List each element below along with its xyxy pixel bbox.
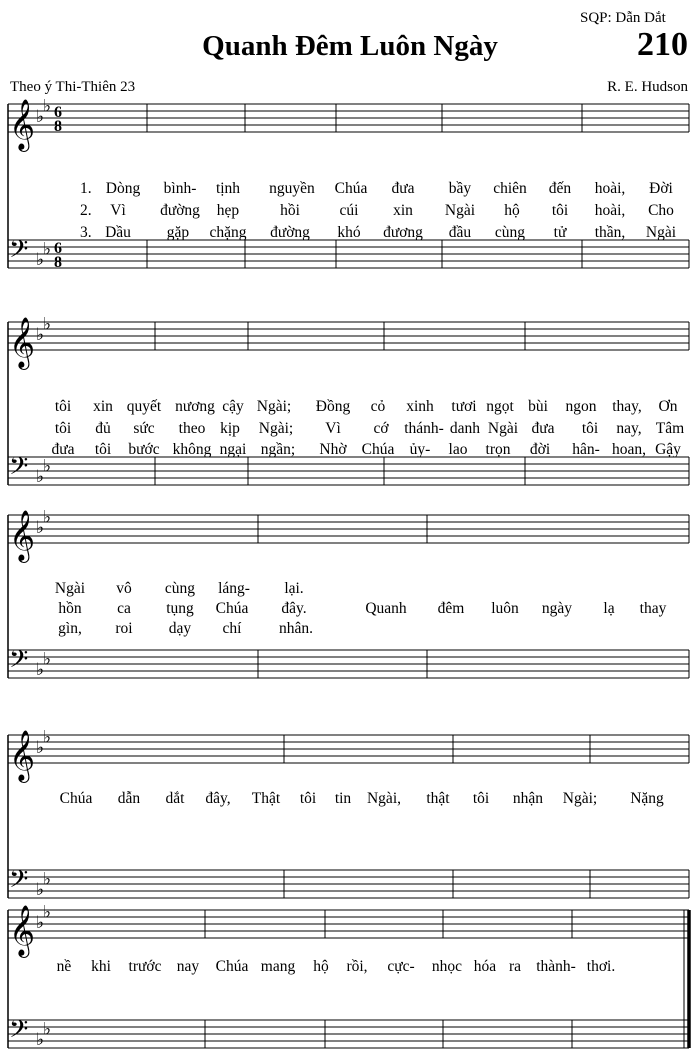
lyric-syllable: chặng [209, 224, 247, 241]
flat-icon: ♭ [36, 107, 45, 127]
flat-icon: ♭ [43, 902, 52, 923]
lyric-syllable: danh [449, 420, 481, 437]
lyric-syllable: đêm [437, 600, 465, 617]
lyric-syllable: ngon [565, 398, 597, 415]
lyric-syllable: Ngài; [258, 420, 294, 437]
flat-icon: ♭ [36, 660, 45, 680]
lyric-syllable: Ngài; [256, 398, 292, 415]
lyric-syllable: cùng [164, 580, 196, 597]
flat-icon: ♭ [43, 314, 52, 335]
lyric-syllable: đường [160, 202, 200, 219]
flat-icon: ♭ [43, 507, 52, 528]
lyric-syllable: đường [270, 224, 310, 241]
lyric-syllable: Dòng [105, 180, 141, 197]
time-signature-bottom: 8 [54, 254, 62, 271]
lyric-syllable: cực- [387, 958, 415, 975]
flat-icon: ♭ [43, 96, 52, 117]
lyric-syllable: dẫn [117, 790, 141, 807]
lyric-syllable: vô [116, 580, 132, 597]
lyric-syllable: hộ [504, 202, 520, 219]
flat-icon: ♭ [43, 456, 52, 477]
lyric-syllable: tôi [94, 441, 112, 458]
lyric-syllable: tôi [54, 398, 72, 415]
lyric-syllable: ngại [219, 441, 247, 458]
lyric-syllable: Đời [649, 180, 673, 197]
lyric-syllable: nhọc [431, 958, 463, 975]
lyric-syllable: roi [115, 620, 133, 637]
flat-icon: ♭ [36, 250, 45, 270]
lyric-syllable: Chúa [361, 441, 395, 458]
flat-icon: ♭ [43, 727, 52, 748]
flat-icon: ♭ [36, 467, 45, 487]
lyric-syllable: ca [117, 600, 131, 617]
lyric-syllable: Chúa [215, 600, 249, 617]
verse-number: 3. [80, 224, 92, 241]
lyric-syllable: Chúa [215, 958, 249, 975]
lyric-syllable: theo [178, 420, 206, 437]
lyric-syllable: lao [448, 441, 468, 458]
time-signature-top: 6 [54, 240, 62, 257]
lyric-syllable: hoài, [594, 180, 626, 197]
lyric-syllable: cậy [222, 398, 244, 415]
lyric-syllable: Ơn [658, 398, 678, 415]
lyric-syllable: đưa [391, 180, 415, 197]
flat-icon: ♭ [36, 913, 45, 933]
flat-icon: ♭ [36, 738, 45, 758]
lyric-syllable: Nhờ [319, 441, 347, 458]
lyric-syllable: lại. [284, 580, 304, 597]
lyric-syllable: Vì [110, 202, 126, 219]
treble-clef-icon: 𝄞 [9, 317, 36, 368]
lyric-syllable: gìn, [58, 620, 82, 637]
lyric-syllable: thật [426, 790, 450, 807]
lyric-syllable: hồi [280, 202, 300, 219]
lyric-syllable: tôi [299, 790, 317, 807]
lyric-syllable: thánh- [404, 420, 444, 437]
lyric-syllable: lạ [603, 600, 615, 617]
lyric-syllable: đến [548, 180, 572, 197]
lyric-syllable: thay [639, 600, 667, 617]
bass-clef-icon: 𝄢 [9, 865, 29, 900]
lyric-syllable: nguyền [269, 180, 315, 197]
lyric-syllable: gặp [166, 224, 190, 241]
lyric-syllable: Ngài; [562, 790, 598, 807]
lyric-syllable: thơi. [586, 958, 616, 975]
lyric-syllable: bầy [448, 180, 472, 197]
bass-clef-icon: 𝄢 [9, 235, 29, 270]
flat-icon: ♭ [43, 649, 52, 670]
flat-icon: ♭ [36, 1030, 45, 1050]
lyric-syllable: khi [91, 958, 111, 975]
lyric-syllable: tôi [551, 202, 569, 219]
lyric-syllable: Đồng [315, 398, 351, 415]
lyric-syllable: Dầu [105, 224, 131, 241]
lyric-syllable: cớ [373, 420, 389, 437]
lyric-syllable: Chúa [59, 790, 93, 807]
composer: R. E. Hudson [607, 79, 688, 95]
lyric-syllable: tử [553, 224, 567, 241]
lyric-syllable: Vì [325, 420, 341, 437]
bass-clef-icon: 𝄢 [9, 452, 29, 487]
treble-clef-icon: 𝄞 [9, 99, 36, 150]
lyric-syllable: nay, [616, 420, 642, 437]
lyric-syllable: tôi [472, 790, 490, 807]
lyric-syllable: thành- [536, 958, 576, 975]
lyric-syllable: trước [128, 958, 162, 975]
lyric-syllable: Quanh [365, 600, 407, 617]
lyric-syllable: xin [393, 202, 413, 219]
lyric-syllable: cúi [339, 202, 359, 219]
lyric-syllable: rồi, [346, 958, 368, 975]
lyric-syllable: đây. [281, 600, 307, 617]
treble-clef-icon: 𝄞 [9, 510, 36, 561]
lyric-syllable: đời [529, 441, 551, 458]
lyric-syllable: bùi [528, 398, 548, 415]
lyric-syllable: luôn [491, 600, 519, 617]
lyric-syllable: nề [56, 958, 72, 975]
lyric-syllable: tin [334, 790, 352, 807]
lyric-syllable: hân- [572, 441, 600, 458]
lyric-syllable: Chúa [334, 180, 368, 197]
time-signature-bottom: 8 [54, 118, 62, 135]
flat-icon: ♭ [36, 880, 45, 900]
lyric-syllable: Thật [251, 790, 281, 807]
hymn-number: 210 [637, 26, 688, 63]
lyric-syllable: sức [133, 420, 155, 437]
treble-clef-icon: 𝄞 [9, 905, 36, 956]
verse-number: 2. [80, 202, 92, 219]
lyric-syllable: không [172, 441, 212, 458]
lyric-syllable: xinh [406, 398, 434, 415]
flat-icon: ♭ [43, 869, 52, 890]
flat-icon: ♭ [36, 325, 45, 345]
lyric-syllable: ngọt [486, 398, 514, 415]
lyric-syllable: Cho [648, 202, 674, 219]
lyric-syllable: mang [260, 958, 296, 975]
scripture-source: Theo ý Thi-Thiên 23 [10, 79, 136, 95]
lyric-syllable: hồn [58, 600, 82, 617]
lyric-syllable: đầu [448, 224, 472, 241]
lyric-syllable: hoan, [611, 441, 647, 458]
lyric-syllable: ra [508, 958, 522, 975]
lyric-syllable: hộ [313, 958, 329, 975]
lyric-syllable: nhận [512, 790, 544, 807]
flat-icon: ♭ [43, 1019, 52, 1040]
hymn-title: Quanh Đêm Luôn Ngày [202, 30, 498, 62]
lyric-syllable: tươi [451, 398, 477, 415]
treble-clef-icon: 𝄞 [9, 730, 36, 781]
lyric-syllable: Tâm [655, 420, 685, 437]
lyric-syllable: bình- [163, 180, 197, 197]
lyric-syllable: đây, [205, 790, 231, 807]
lyric-syllable: hóa [473, 958, 497, 975]
lyric-syllable: láng- [218, 580, 250, 597]
flat-icon: ♭ [43, 239, 52, 260]
lyric-syllable: thay, [612, 398, 642, 415]
lyric-syllable: Ngài [444, 202, 476, 219]
lyric-syllable: hoài, [594, 202, 626, 219]
verse-number: 1. [80, 180, 92, 197]
lyric-syllable: ngần; [260, 441, 296, 458]
lyric-syllable: bước [128, 441, 160, 458]
lyric-syllable: khó [337, 224, 361, 241]
bass-clef-icon: 𝄢 [9, 1015, 29, 1050]
lyric-syllable: tịnh [215, 180, 241, 197]
lyric-syllable: xin [93, 398, 113, 415]
lyric-syllable: thần, [594, 224, 626, 241]
lyric-syllable: đương [383, 224, 423, 241]
lyric-syllable: Nặng [630, 790, 664, 807]
lyric-syllable: đủ [95, 420, 111, 437]
lyric-syllable: chiên [493, 180, 527, 197]
lyric-syllable: trọn [485, 441, 511, 458]
lyric-syllable: hẹp [216, 202, 240, 219]
lyric-syllable: dắt [165, 790, 185, 807]
lyric-syllable: đưa [531, 420, 555, 437]
time-signature-top: 6 [54, 104, 62, 121]
sqp-reference: SQP: Dẫn Dắt [580, 10, 666, 26]
lyric-syllable: cùng [494, 224, 526, 241]
lyric-syllable: dạy [168, 620, 192, 637]
lyric-syllable: chí [222, 620, 242, 637]
bass-clef-icon: 𝄢 [9, 645, 29, 680]
lyric-syllable: Ngài, [366, 790, 402, 807]
flat-icon: ♭ [36, 518, 45, 538]
lyric-syllable: kịp [220, 420, 240, 437]
lyric-syllable: Ngài [54, 580, 86, 597]
lyric-syllable: ủy- [409, 441, 431, 458]
lyric-syllable: nhân. [278, 620, 314, 637]
lyric-syllable: Ngài [487, 420, 519, 437]
lyric-syllable: ngày [541, 600, 573, 617]
lyric-syllable: tôi [581, 420, 599, 437]
lyric-syllable: cỏ [370, 398, 386, 415]
lyric-syllable: tôi [54, 420, 72, 437]
lyric-syllable: nay [176, 958, 200, 975]
lyric-syllable: Gậy [655, 441, 681, 458]
lyric-syllable: nương [175, 398, 215, 415]
lyric-syllable: tụng [166, 600, 194, 617]
lyric-syllable: đưa [51, 441, 75, 458]
lyric-syllable: Ngài [645, 224, 677, 241]
lyric-syllable: quyết [126, 398, 162, 415]
